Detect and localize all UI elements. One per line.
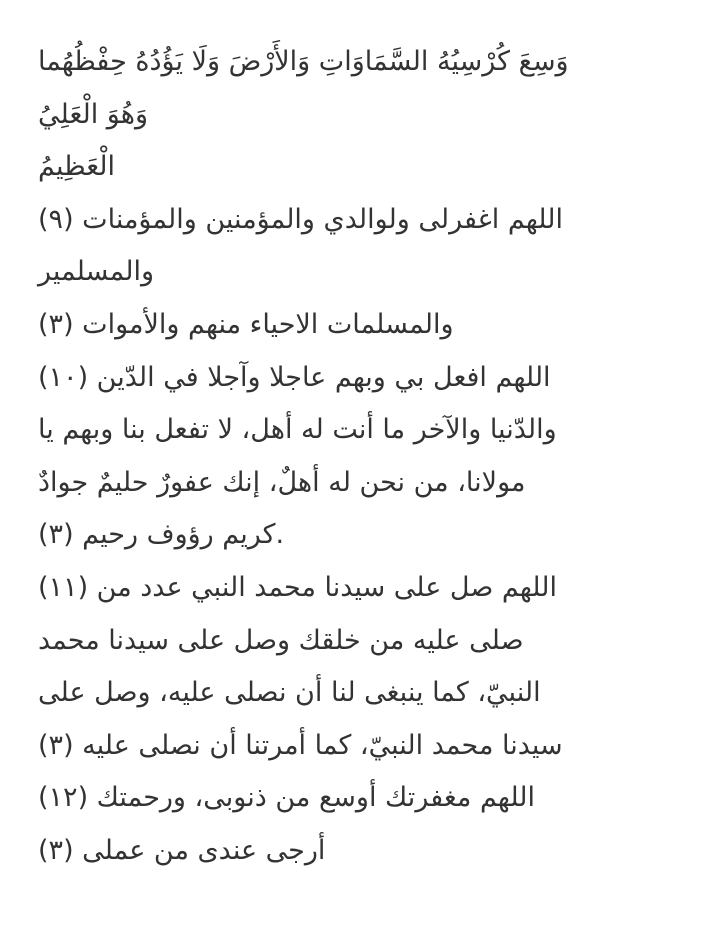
text-line: والدّنيا والآخر ما أنت له أهل، لا تفعل بنا وبهم يا: [38, 414, 557, 446]
text-line: سيدنا محمد النبيّ، كما أمرتنا أن نصلى عليه (٣): [38, 729, 563, 761]
document-text: [38, 36, 678, 878]
text-line: اللهم مغفرتك أوسع من ذنوبى، ورحمتك (١٢): [38, 782, 536, 814]
text-line: صلى عليه من خلقك وصل على سيدنا محمد: [38, 624, 524, 656]
text-line: وَهُوَ الْعَلِيُ: [38, 98, 149, 130]
text-line: اللهم اغفرلى ولوالدي والمؤمنين والمؤمنات (٩): [38, 203, 563, 235]
text-line: اللهم افعل بي وبهم عاجلا وآجلا في الدّين (١٠): [38, 361, 551, 393]
text-line: أرجى عندى من عملى (٣): [38, 834, 326, 866]
text-line: .كريم رؤوف رحيم (٣): [38, 519, 285, 551]
text-line: اللهم صل على سيدنا محمد النبي عدد من (١١): [38, 571, 557, 603]
text-line: وَسِعَ كُرْسِيُهُ السَّمَاوَاتِ وَالأَرْضَ وَلَا يَؤُدُهُ حِفْظُهُما: [38, 46, 569, 77]
text-line: مولانا، من نحن له أهلٌ، إنك عفورٌ حليمٌ جوادٌ: [38, 466, 526, 498]
text-line: والمسلمير: [38, 256, 155, 288]
text-line: الْعَظِيمُ: [38, 151, 116, 183]
text-line: والمسلمات الاحياء منهم والأموات (٣): [38, 308, 454, 340]
text-line: النبيّ، كما ينبغى لنا أن نصلى عليه، وصل على: [38, 677, 541, 709]
